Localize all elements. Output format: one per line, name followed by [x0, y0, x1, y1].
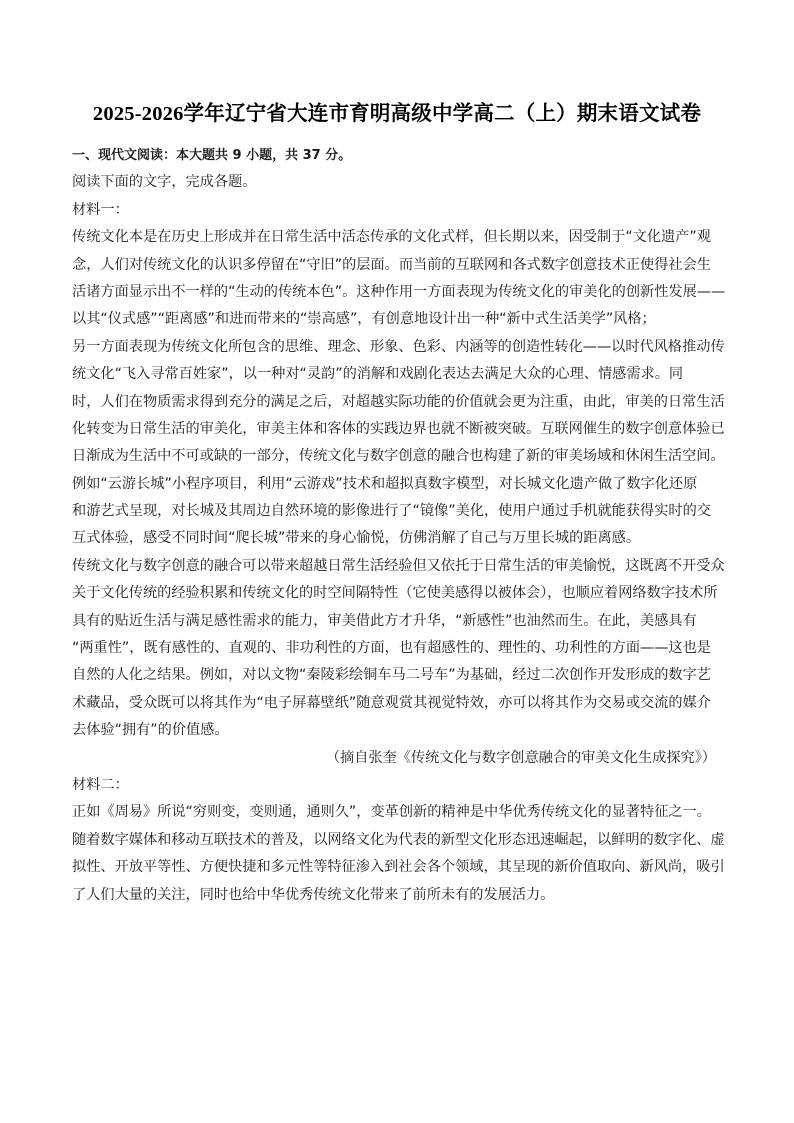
text-line: 关于文化传统的经验积累和传统文化的时空间隔特性（它使美感得以被体会），也顺应着网络数字技术所 [72, 585, 718, 602]
text-line: 时，人们在物质需求得到充分的满足之后，对超越实际功能的价值就会更为注重，由此，审美的日常生活 [72, 393, 725, 410]
text-line: 互式体验，感受不同时间“爬长城”带来的身心愉悦，仿佛消解了自己与万里长城的距离感。 [72, 530, 641, 547]
text-line: 正如《周易》所说“穷则变，变则通，通则久”，变革创新的精神是中华优秀传统文化的显著特征之一。 [72, 804, 711, 821]
material-two-paragraph [72, 799, 725, 909]
material-two-label: 材料二： [72, 776, 129, 793]
text-line: 活诸方面显示出不一样的“生动的传统本色”。这种作用一方面表现为传统文化的审美化的创新性发展—— [72, 283, 726, 300]
text-line: 自然的人化之结果。例如，对以文物“秦陵彩绘铜车马二号车”为基础，经过二次创作开发形成的数字艺 [72, 667, 711, 684]
text-line: 和游艺式呈现，对长城及其周边自然环境的影像进行了“镜像”美化，使用户通过手机就能获得实时的交 [72, 503, 711, 520]
material-one-label: 材料一： [72, 201, 129, 218]
text-line: 拟性、开放平等性、方便快捷和多元性等特征渗入到社会各个领域，其呈现的新价值取向、新风尚，吸引 [72, 859, 725, 876]
text-line: 去体验“拥有”的价值感。 [72, 722, 229, 739]
text-line: 术藏品，受众既可以将其作为“电子屏幕壁纸”随意观赏其视觉特效，亦可以将其作为交易或交流的媒介 [72, 694, 711, 711]
instruction-text: 阅读下面的文字，完成各题。 [72, 174, 257, 191]
text-line: 了人们大量的关注，同时也给中华优秀传统文化带来了前所未有的发展活力。 [72, 886, 555, 903]
text-line: 随着数字媒体和移动互联技术的普及，以网络文化为代表的新型文化形态迅速崛起，以鲜明的数字化、虚 [72, 831, 725, 848]
text-line: 统文化“飞入寻常百姓家”，以一种对“灵韵”的消解和戏剧化表达去满足大众的心理、情感需求。同 [72, 366, 684, 383]
text-line: 以其“仪式感”“距离感”和进而带来的“崇高感”，有创意地设计出一种“新中式生活美学”风格； [72, 311, 656, 328]
source-citation: （摘自张奎《传统文化与数字创意融合的审美文化生成探究》） [325, 749, 716, 766]
reading-content [72, 142, 726, 909]
text-line: “两重性”，既有感性的、直观的、非功利性的方面，也有超感性的、理性的、功利性的方面——这也是 [72, 640, 711, 657]
text-line: 另一方面表现为传统文化所包含的思维、理念、形象、色彩、内涵等的创造性转化——以时代风格推动传 [72, 338, 725, 355]
material-one-paragraph-one [72, 224, 726, 553]
section-heading: 一、现代文阅读：本大题共 9 小题，共 37 分。 [72, 148, 352, 163]
text-line: 传统文化本是在历史上形成并在日常生活中活态传承的文化式样，但长期以来，因受制于“文化遗产”观 [72, 229, 711, 246]
text-line: 念，人们对传统文化的认识多停留在“守旧”的层面。而当前的互联网和各式数字创意技术正使得社会生 [72, 256, 711, 273]
text-line: 例如“云游长城”小程序项目，利用“云游戏”技术和超拟真数字模型，对长城文化遗产做了数字化还原 [72, 475, 698, 492]
exam-title: 2025-2026学年辽宁省大连市育明高级中学高二（上）期末语文试卷 [92, 103, 702, 125]
text-line: 化转变为日常生活的审美化，审美主体和客体的实践边界也就不断被突破。互联网催生的数字创意体验已 [72, 420, 725, 437]
text-line: 日渐成为生活中不可或缺的一部分，传统文化与数字创意的融合也构建了新的审美场域和休闲生活空间。 [72, 448, 725, 465]
text-line: 传统文化与数字创意的融合可以带来超越日常生活经验但又依托于日常生活的审美愉悦，这既离不开受众 [72, 557, 725, 574]
text-line: 具有的贴近生活与满足感性需求的能力，审美借此方才升华，“新感性”也油然而生。在此，美感具有 [72, 612, 697, 629]
material-one-paragraph-two [72, 553, 725, 745]
